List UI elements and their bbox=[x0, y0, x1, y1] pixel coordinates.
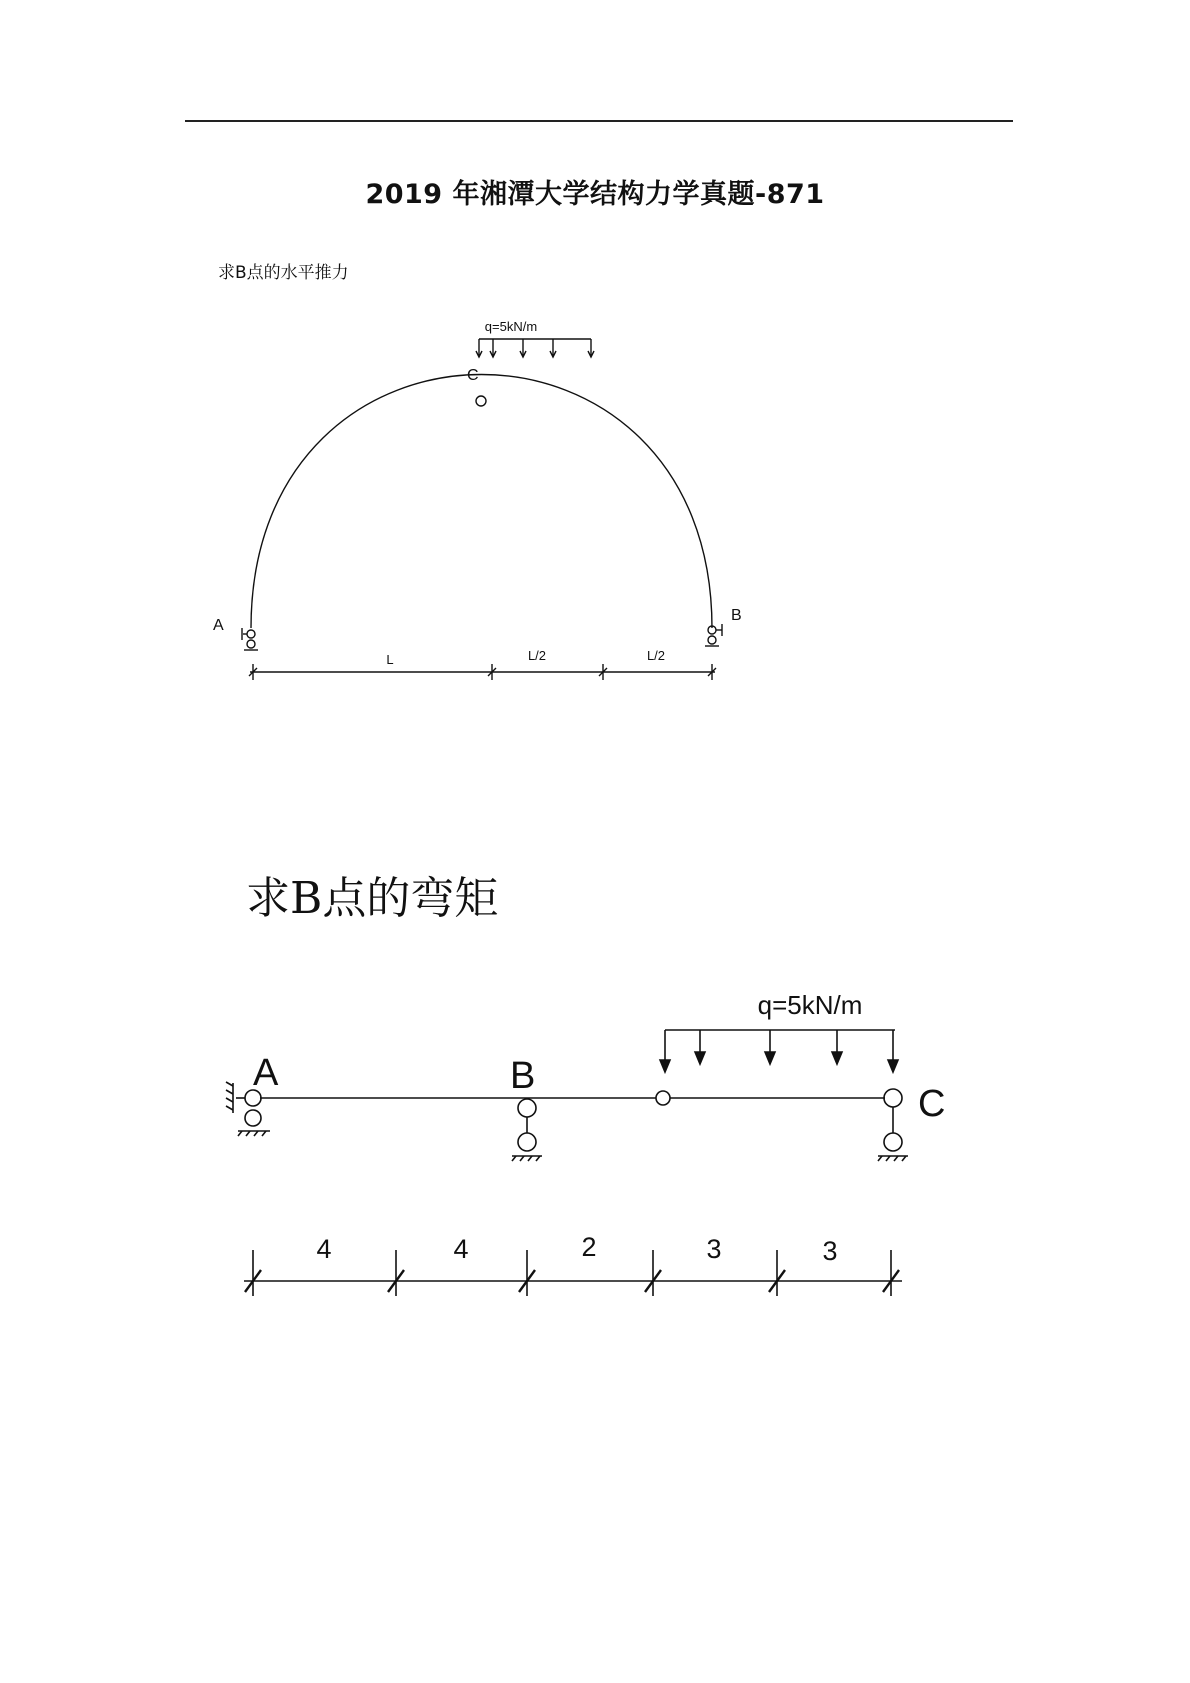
arch-diagram bbox=[242, 339, 722, 680]
arch-support-a bbox=[242, 628, 258, 650]
beam-label-c: C bbox=[918, 1083, 946, 1125]
q2-distributed-load bbox=[660, 1030, 898, 1072]
arch-curve bbox=[251, 375, 712, 629]
beam-support-c bbox=[878, 1089, 908, 1161]
beam-dim-1: 4 bbox=[316, 1234, 332, 1264]
q1-distributed-load bbox=[476, 339, 594, 357]
beam-dimension-line bbox=[244, 1250, 902, 1296]
arch-label-b: B bbox=[731, 607, 742, 624]
arch-dim-2: L/2 bbox=[527, 648, 547, 663]
arch-label-a: A bbox=[213, 617, 224, 634]
arch-dim-1: L bbox=[386, 652, 394, 667]
beam-label-a: A bbox=[253, 1052, 279, 1094]
question-2-prompt: 求B点的弯矩 bbox=[246, 873, 499, 924]
arch-dim-3: L/2 bbox=[646, 648, 666, 663]
beam-dim-3: 2 bbox=[581, 1232, 597, 1262]
crown-hinge-c bbox=[476, 396, 486, 406]
arch-label-c: C bbox=[467, 367, 479, 384]
beam-label-b: B bbox=[510, 1055, 536, 1097]
arch-dimension-line bbox=[249, 664, 716, 680]
question-1-prompt: 求B点的水平推力 bbox=[218, 263, 349, 283]
document-title: 2019 年湘潭大学结构力学真题-871 bbox=[365, 179, 825, 210]
beam-dim-5: 3 bbox=[822, 1236, 838, 1266]
beam-support-b bbox=[512, 1099, 542, 1161]
beam-dim-4: 3 bbox=[706, 1234, 722, 1264]
q1-load-label: q=5kN/m bbox=[484, 319, 538, 334]
q2-load-label: q=5kN/m bbox=[757, 990, 863, 1020]
beam-hinge bbox=[656, 1091, 670, 1105]
arch-support-b bbox=[705, 624, 722, 646]
beam-dim-2: 4 bbox=[453, 1234, 469, 1264]
